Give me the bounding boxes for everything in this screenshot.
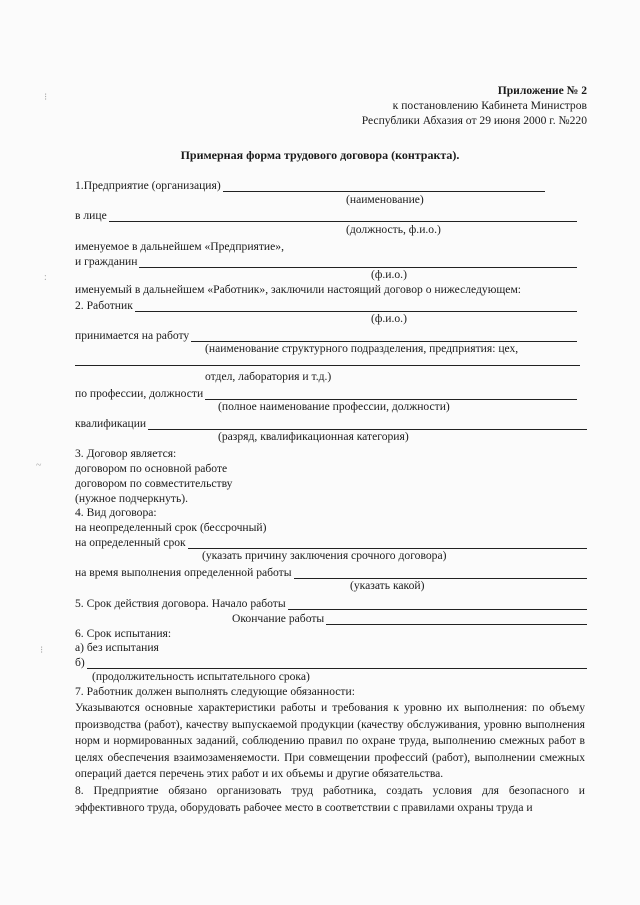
section-7-heading: 7. Работник должен выполнять следующие обязанности: [75,685,355,698]
section-3-heading: 3. Договор является: [75,447,177,460]
fill-line [139,257,577,268]
scan-speck: : [44,272,47,283]
field-hint: (полное наименование профессии, должности) [218,400,450,413]
field-hint: (разряд, квалификационная категория) [218,430,409,443]
field-hint: (указать причину заключения срочного договора) [202,549,447,562]
appendix-line-1: к постановлению Кабинета Министров [392,99,587,112]
fill-line [148,419,587,430]
field-qualification [75,416,587,430]
field-hired-to [75,328,577,342]
scan-speck: ⁝ [44,92,48,103]
field-hint: (ф.и.о.) [371,312,407,325]
fill-line [75,355,580,366]
field-label: 1.Предприятие (организация) [75,179,221,192]
field-fixed-term [75,535,587,549]
scan-speck: ⁝ [40,645,44,656]
section-4-heading: 4. Вид договора: [75,506,157,519]
fill-line [191,331,577,342]
field-hint: (указать какой) [350,579,425,592]
field-label: Окончание работы [232,612,325,625]
field-label: на определенный срок [75,536,186,549]
field-hint: (наименование структурного подразделения, предприятия: цех, [205,342,519,355]
fill-line [87,658,587,669]
fill-line [288,599,587,610]
field-label: принимается на работу [75,329,190,342]
field-label: 5. Срок действия договора. Начало работы [75,597,286,610]
option-part-time: договором по совместительству [75,477,233,490]
fill-line [326,614,587,625]
fill-line [294,568,587,579]
field-hint: (продолжительность испытательного срока) [92,670,310,683]
field-specific-work [75,565,587,579]
appendix-number: Приложение № 2 [497,84,587,97]
fill-line [223,181,545,192]
field-employee [75,298,577,312]
field-label: квалификации [75,417,147,430]
appendix-line-2: Республики Абхазия от 29 июня 2000 г. №220 [361,114,587,127]
field-profession [75,386,577,400]
text-line: именуемое в дальнейшем «Предприятие», [75,240,284,253]
field-hint: (ф.и.о.) [371,268,407,281]
option-no-probation: а) без испытания [75,641,159,654]
fill-line [135,301,577,312]
section-7-paragraph: Указываются основные характеристики работы и требования к уровню их выполнения: по объему производства (работ), качеству выпускаемой продукции (качеству обслуживания, уровню выполнения норм и нормированных заданий, соблюдению правил по охране труда, выполнению смежных работ в целях обеспечения взаимозаменяемости. При совмещении профессий (работ), выполнении смежных операций дается перечень этих работ и их объемы и другие обязательства. [75,701,585,780]
option-indefinite: на неопределенный срок (бессрочный) [75,521,267,534]
field-start-date [75,596,587,610]
field-label: б) [75,656,85,669]
field-hint: отдел, лаборатория и т.д.) [205,370,332,383]
field-probation [75,655,587,669]
fill-line [205,389,577,400]
field-enterprise [75,178,545,192]
scan-speck: ~ [36,460,42,471]
field-label: по профессии, должности [75,387,204,400]
field-label: на время выполнения определенной работы [75,566,292,579]
option-note: (нужное подчеркнуть). [75,492,188,505]
field-label: в лице [75,209,107,222]
field-hint: (должность, ф.и.о.) [346,223,441,236]
section-8-paragraph: 8. Предприятие обязано организовать труд работника, создать условия для безопасного и эффективного труда, оборудовать рабочее место в соответствии с правилами охраны труда и [75,784,585,814]
fill-line [188,538,587,549]
field-label: и гражданин [75,255,138,268]
field-hint: (наименование) [346,193,424,206]
document-title: Примерная форма трудового договора (контракта). [180,148,460,162]
section-6-heading: 6. Срок испытания: [75,627,172,640]
text-line: именуемый в дальнейшем «Работник», заключили настоящий договор о нижеследующем: [75,283,521,296]
field-end-date [232,611,587,625]
field-label: 2. Работник [75,299,133,312]
fill-line [109,211,577,222]
field-represented-by [75,208,577,222]
field-citizen [75,254,577,268]
option-main-work: договором по основной работе [75,462,228,475]
